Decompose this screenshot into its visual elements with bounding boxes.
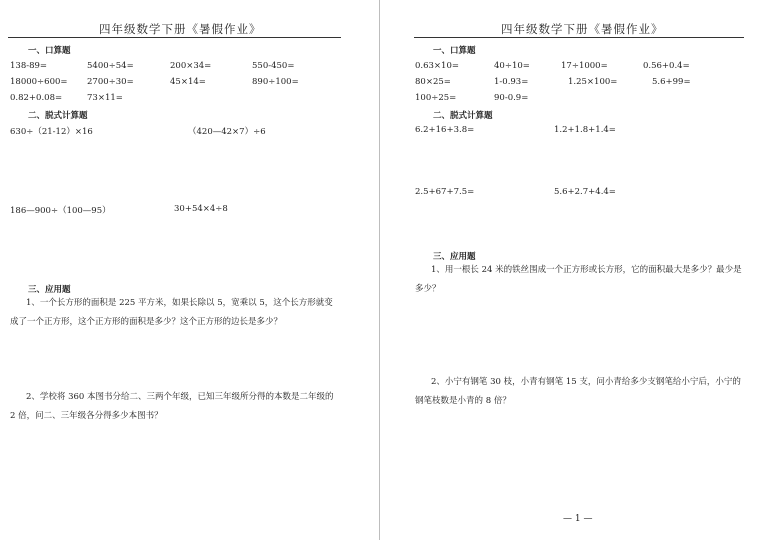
calc-item: （420—42×7）÷6: [188, 127, 266, 137]
oral-item: 890÷100=: [252, 77, 299, 87]
oral-item: 5.6+99=: [652, 77, 691, 87]
calc-item: 2.5+67+7.5=: [415, 187, 475, 197]
word-problem: 1、一个长方形的面积是 225 平方米，如果长除以 5，宽乘以 5，这个长方形就变成了一个正方形，这个正方形的面积是多少？这个正方形的边长是多少？: [10, 298, 333, 327]
section-oral-heading: 一、口算题: [433, 46, 476, 56]
page-title: 四年级数学下册《暑假作业》: [99, 22, 262, 36]
calc-item: 30+54×4÷8: [174, 204, 228, 214]
section-oral-heading: 一、口算题: [28, 46, 71, 56]
word-problem: 2、学校将 360 本图书分给二、三两个年级，已知三年级所分得的本数是二年级的 2 倍，问二、三年级各分得多少本图书？: [10, 392, 334, 421]
calc-item: 186—900÷（100—95）: [10, 206, 111, 216]
section-word-problems-heading: 三、应用题: [28, 285, 71, 295]
section-calc-heading: 二、脱式计算题: [28, 111, 88, 121]
calc-item: 5.6+2.7+4.4=: [554, 187, 616, 197]
calc-item: 6.2+16+3.8=: [415, 125, 475, 135]
title-underline: [8, 37, 341, 38]
oral-item: 45×14=: [170, 77, 206, 87]
page-number: — 1 —: [563, 514, 593, 524]
section-calc-heading: 二、脱式计算题: [433, 111, 493, 121]
oral-item: 0.82+0.08=: [10, 93, 63, 103]
oral-item: 200×34=: [170, 61, 212, 71]
right-page: [381, 0, 767, 540]
oral-item: 100÷25=: [415, 93, 457, 103]
word-problem: 1、用一根长 24 米的铁丝围成一个正方形或长方形，它的面积最大是多少？最少是多少？: [415, 265, 742, 294]
oral-item: 5400÷54=: [87, 61, 134, 71]
oral-item: 0.56+0.4=: [643, 61, 690, 71]
section-word-problems-heading: 三、应用题: [433, 252, 476, 262]
title-underline: [414, 37, 744, 38]
calc-item: 630÷（21-12）×16: [10, 127, 93, 137]
calc-item: 1.2+1.8+1.4=: [554, 125, 616, 135]
oral-item: 80×25=: [415, 77, 451, 87]
oral-item: 73×11=: [87, 93, 123, 103]
oral-item: 550-450=: [252, 61, 295, 71]
oral-item: 18000÷600=: [10, 77, 68, 87]
oral-item: 1.25×100=: [568, 77, 618, 87]
oral-item: 40÷10=: [494, 61, 530, 71]
oral-item: 0.63×10=: [415, 61, 459, 71]
word-problem: 2、小宁有钢笔 30 枝，小青有钢笔 15 支，问小青给多少支钢笔给小宁后，小宁的钢笔枝数是小青的 8 倍？: [415, 377, 741, 406]
page-title: 四年级数学下册《暑假作业》: [501, 22, 664, 36]
oral-item: 138-89=: [10, 61, 48, 71]
left-page: [0, 0, 380, 540]
oral-item: 1-0.93=: [494, 77, 529, 87]
oral-item: 2700÷30=: [87, 77, 134, 87]
oral-item: 17÷1000=: [561, 61, 608, 71]
oral-item: 90-0.9=: [494, 93, 529, 103]
page-divider: [379, 0, 380, 540]
